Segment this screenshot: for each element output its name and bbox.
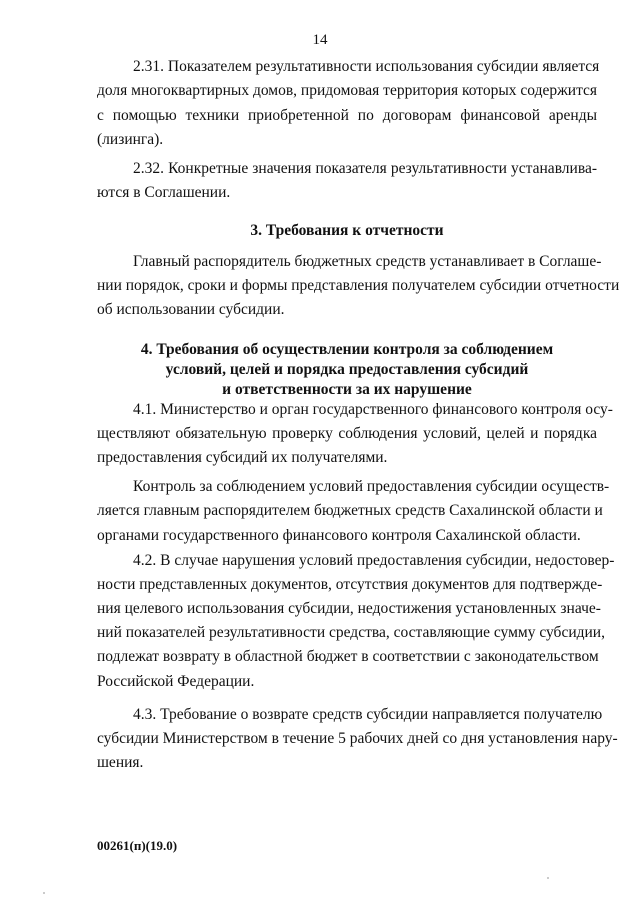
paragraph-control-line: органами государственного финансового контроля Сахалинской области. — [97, 527, 581, 544]
section-3-paragraph-line: нии порядок, сроки и формы представления получателем субсидии отчетности — [97, 277, 620, 294]
paragraph-4-2-line: 4.2. В случае нарушения условий предоставления субсидии, недостовер- — [133, 552, 615, 569]
paragraph-4-1-line: предоставления субсидий их получателями. — [97, 449, 388, 466]
paragraph-4-2-line: ний показателей результативности средства, составляющие сумму субсидии, — [97, 624, 605, 641]
paragraph-4-2-line: подлежат возврату в областной бюджет в соответствии с законодательством — [97, 648, 599, 665]
paragraph-4-2-line: ния целевого использования субсидии, недостижения установленных значе- — [97, 600, 601, 617]
paragraph-2-32-line: 2.32. Конкретные значения показателя результативности устанавлива- — [133, 160, 597, 177]
paragraph-4-1-line: 4.1. Министерство и орган государственного финансового контроля осу- — [133, 401, 613, 418]
paragraph-4-3-line: шения. — [97, 754, 144, 771]
scan-speck — [547, 877, 549, 879]
scan-speck — [43, 892, 45, 894]
paragraph-control-line: Контроль за соблюдением условий предоставления субсидии осуществ- — [133, 478, 610, 495]
paragraph-4-3-line: субсидии Министерством в течение 5 рабочих дней со дня установления нару- — [97, 730, 618, 747]
section-3-paragraph-line: Главный распорядитель бюджетных средств устанавливает в Соглаше- — [133, 253, 602, 270]
paragraph-2-31-line: доля многоквартирных домов, придомовая территория которых содержится — [97, 82, 598, 99]
section-4-heading-line: условий, целей и порядка предоставления субсидий — [165, 361, 529, 378]
paragraph-2-31-line: (лизинга). — [97, 131, 164, 148]
paragraph-2-32-line: ются в Соглашении. — [97, 184, 231, 201]
paragraph-4-1-line: ществляют обязательную проверку соблюдения условий, целей и порядка — [97, 425, 597, 442]
paragraph-control-line: ляется главным распорядителем бюджетных средств Сахалинской области и — [97, 502, 603, 519]
section-3-heading: 3. Требования к отчетности — [250, 222, 444, 239]
document-code: 00261(п)(19.0) — [97, 838, 178, 853]
section-4-heading-line: и ответственности за их нарушение — [222, 381, 472, 398]
paragraph-2-31-line: с помощью техники приобретенной по договорам финансовой аренды — [97, 107, 597, 124]
section-3-paragraph-line: об использовании субсидии. — [97, 301, 285, 318]
page-number: 14 — [312, 32, 328, 48]
paragraph-4-2-line: ности представленных документов, отсутствия документов для подтвержде- — [97, 576, 603, 593]
paragraph-4-3-line: 4.3. Требование о возврате средств субсидии направляется получателю — [133, 706, 603, 723]
paragraph-2-31-line: 2.31. Показателем результативности использования субсидии является — [133, 58, 600, 75]
section-4-heading-line: 4. Требования об осуществлении контроля за соблюдением — [140, 341, 554, 358]
paragraph-4-2-line: Российской Федерации. — [97, 673, 255, 690]
